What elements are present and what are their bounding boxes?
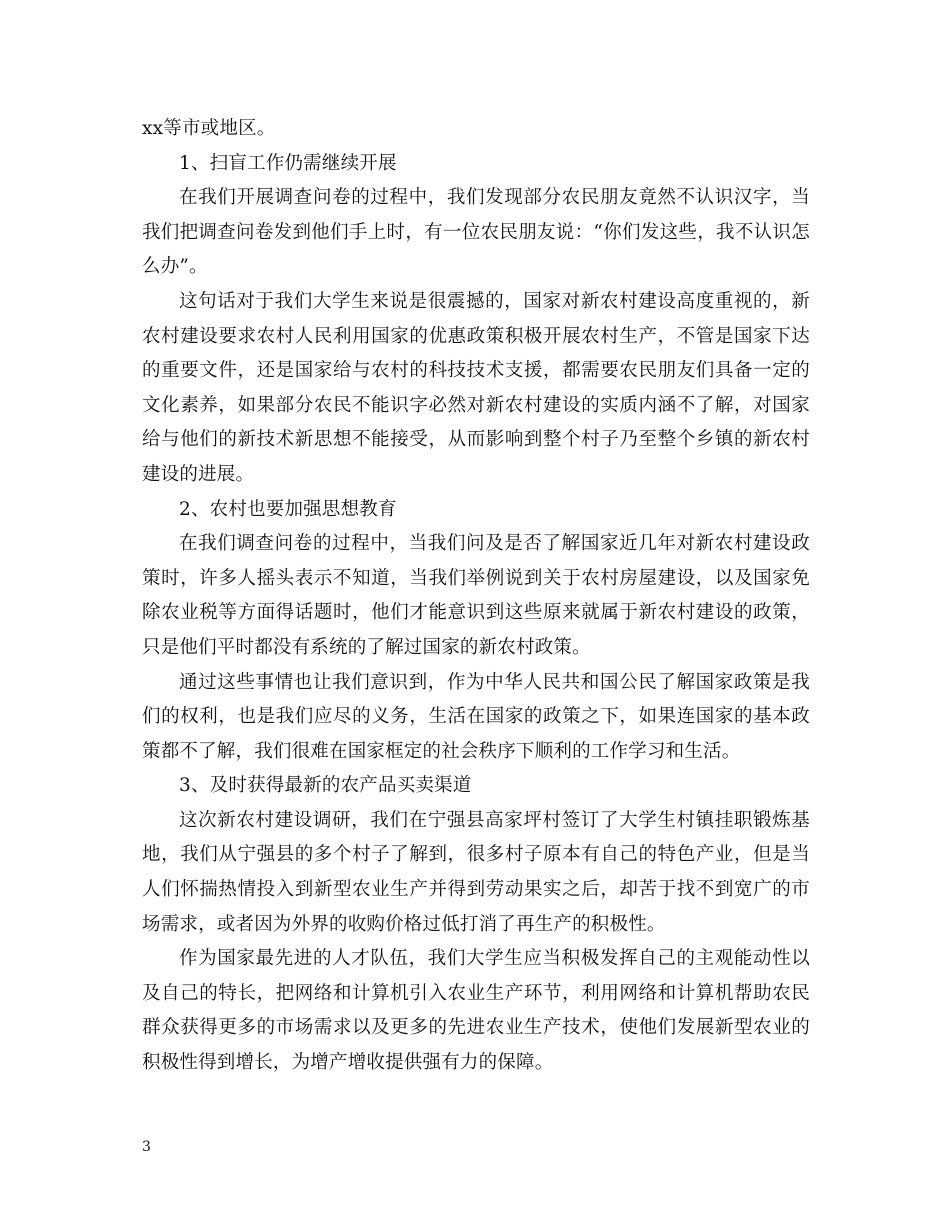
- page-number: 3: [142, 1139, 151, 1155]
- paragraph: 通过这些事情也让我们意识到，作为中华人民共和国公民了解国家政策是我们的权利，也是我们应尽的义务，生活在国家的政策之下，如果连国家的基本政策都不了解，我们很难在国家框定的社会秩序下顺利的工作学习和生活。: [142, 671, 810, 762]
- paragraph: 这次新农村建设调研，我们在宁强县高家坪村签订了大学生村镇挂职锻炼基地，我们从宁强县的多个村子了解到，很多村子原本有自己的特色产业，但是当人们怀揣热情投入到新型农业生产并得到劳动果实之后，却苦于找不到宽广的市场需求，或者因为外界的收购价格过低打消了再生产的积极性。: [142, 809, 810, 935]
- paragraph: 这句话对于我们大学生来说是很震撼的，国家对新农村建设高度重视的，新农村建设要求农村人民利用国家的优惠政策积极开展农村生产，不管是国家下达的重要文件，还是国家给与农村的科技技术支援，都需要农民朋友们具备一定的文化素养，如果部分农民不能识字必然对新农村建设的实质内涵不了解，对国家给与他们的新技术新思想不能接受，从而影响到整个村子乃至整个乡镇的新农村建设的进展。: [142, 290, 810, 485]
- paragraph-continuation: xx等市或地区。: [142, 118, 276, 139]
- document-body: [142, 112, 810, 1081]
- paragraph: 在我们调查问卷的过程中，当我们问及是否了解国家近几年对新农村建设政策时，许多人摇头表示不知道，当我们举例说到关于农村房屋建设，以及国家免除农业税等方面得话题时，他们才能意识到这些原来就属于新农村建设的政策，只是他们平时都没有系统的了解过国家的新农村政策。: [142, 533, 810, 658]
- paragraph: 在我们开展调查问卷的过程中，我们发现部分农民朋友竟然不认识汉字，当我们把调查问卷发到他们手上时，有一位农民朋友说：“你们发这些，我不认识怎么办”。: [142, 187, 810, 278]
- paragraph: 作为国家最先进的人才队伍，我们大学生应当积极发挥自己的主观能动性以及自己的特长，把网络和计算机引入农业生产环节，利用网络和计算机帮助农民群众获得更多的市场需求以及更多的先进农业生产技术，使他们发展新型农业的积极性得到增长，为增产增收提供强有力的保障。: [142, 948, 810, 1074]
- section-heading-1: 1、扫盲工作仍需继续开展: [179, 152, 397, 174]
- section-heading-3: 3、及时获得最新的农产品买卖渠道: [179, 775, 472, 797]
- section-heading-2: 2、农村也要加强思想教育: [179, 498, 397, 520]
